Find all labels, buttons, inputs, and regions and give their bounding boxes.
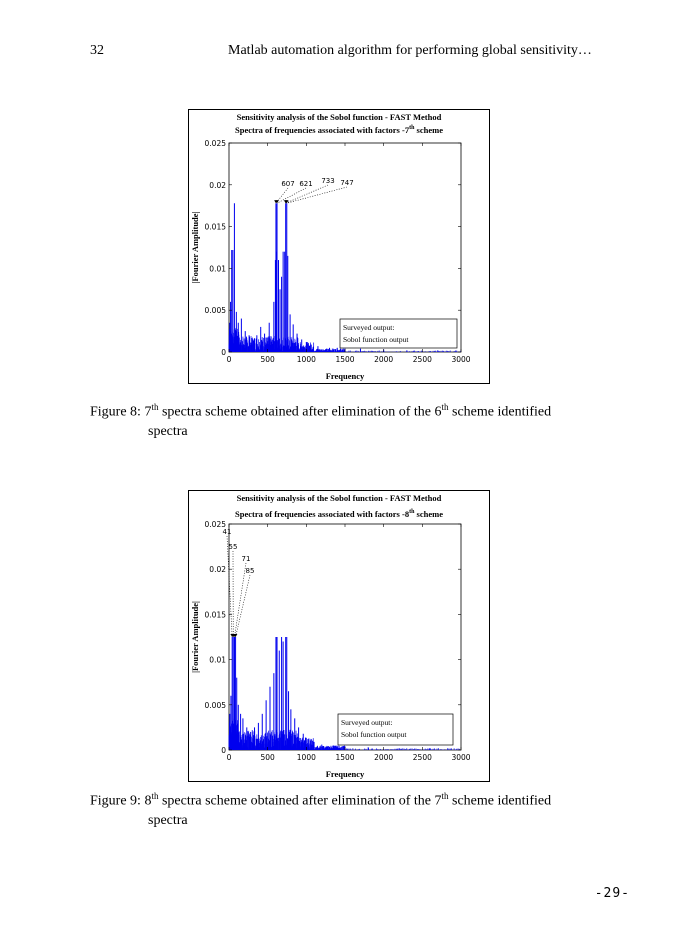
caption-sup: th <box>441 402 449 412</box>
x-tick-label: 0 <box>226 753 232 762</box>
caption-suffix: scheme identified <box>448 404 552 420</box>
chart-title: Sensitivity analysis of the Sobol function - FAST Method <box>236 493 442 503</box>
y-tick-label: 0.02 <box>209 565 226 575</box>
caption-prefix: Figure 9: 8 <box>90 793 152 809</box>
caption-line2: spectra <box>148 423 188 439</box>
y-tick-label: 0.025 <box>204 139 226 148</box>
x-tick-label: 0 <box>226 355 232 364</box>
chart-title: Sensitivity analysis of the Sobol function - FAST Method <box>236 112 442 122</box>
caption-mid: spectra scheme obtained after elimination of the 6 <box>158 404 442 420</box>
caption-suffix: scheme identified <box>448 793 552 809</box>
chart-subtitle: Spectra of frequencies associated with factors -7th scheme <box>235 125 443 135</box>
chart-subtitle: Spectra of frequencies associated with factors -8th scheme <box>235 509 443 519</box>
chart-subtitle-sup: th <box>409 509 415 515</box>
x-tick-label: 2500 <box>412 753 432 762</box>
y-tick-label: 0.025 <box>204 520 226 529</box>
chart-subtitle-post: scheme <box>414 509 443 519</box>
fourier-spectrum-chart <box>189 110 489 383</box>
y-tick-label: 0 <box>221 746 226 755</box>
annotation-label: 85 <box>245 567 255 575</box>
legend-line: Surveyed output: <box>343 323 395 332</box>
x-tick-label: 2000 <box>374 355 394 364</box>
x-tick-label: 3000 <box>451 355 471 364</box>
running-title: Matlab automation algorithm for performing global sensitivity… <box>228 43 592 58</box>
x-tick-label: 1000 <box>296 753 316 762</box>
y-tick-label: 0.015 <box>204 222 226 232</box>
x-tick-label: 3000 <box>451 753 471 762</box>
y-tick-label: 0.01 <box>209 655 226 665</box>
x-axis-label: Frequency <box>325 371 365 381</box>
legend-line: Sobol function output <box>341 730 407 739</box>
figure-9-caption <box>90 787 590 830</box>
chart-subtitle-sup: th <box>409 125 415 131</box>
figure-8-chart <box>188 109 490 384</box>
y-tick-label: 0.01 <box>209 264 226 274</box>
legend-line: Sobol function output <box>343 335 409 344</box>
annotation-label: 747 <box>340 179 354 187</box>
x-tick-label: 1500 <box>335 355 355 364</box>
y-tick-label: 0.005 <box>204 700 226 710</box>
caption-prefix: Figure 8: 7 <box>90 404 152 420</box>
annotation-label: 41 <box>222 528 232 536</box>
chart-subtitle-post: scheme <box>414 125 443 135</box>
legend-line: Surveyed output: <box>341 718 393 727</box>
figure-8-caption <box>90 398 590 441</box>
annotation-label: 621 <box>299 180 313 188</box>
x-tick-label: 1500 <box>335 753 355 762</box>
x-tick-label: 1000 <box>296 355 316 364</box>
figure-9-chart <box>188 490 490 782</box>
caption-sup: th <box>151 402 159 412</box>
y-tick-label: 0.015 <box>204 610 226 620</box>
y-axis-label: |Fourier Amplitude| <box>190 211 200 284</box>
x-tick-label: 2500 <box>412 355 432 364</box>
x-tick-label: 500 <box>260 753 275 762</box>
annotation-label: 55 <box>228 543 238 551</box>
caption-sup: th <box>441 791 449 801</box>
x-tick-label: 2000 <box>374 753 394 762</box>
annotation-label: 71 <box>241 555 251 563</box>
footer-page-number: -29- <box>594 886 630 901</box>
x-tick-label: 500 <box>260 355 275 364</box>
caption-mid: spectra scheme obtained after elimination of the 7 <box>158 793 442 809</box>
x-axis-label: Frequency <box>325 769 365 779</box>
y-tick-label: 0.005 <box>204 306 226 316</box>
caption-sup: th <box>151 791 159 801</box>
annotation-label: 607 <box>281 180 295 188</box>
y-axis-label: |Fourier Amplitude| <box>190 601 200 673</box>
y-tick-label: 0.02 <box>209 180 226 190</box>
page-number: 32 <box>90 43 104 58</box>
y-tick-label: 0 <box>221 348 226 357</box>
caption-line2: spectra <box>148 812 188 828</box>
annotation-label: 733 <box>321 177 335 185</box>
fourier-spectrum-chart <box>189 491 489 781</box>
